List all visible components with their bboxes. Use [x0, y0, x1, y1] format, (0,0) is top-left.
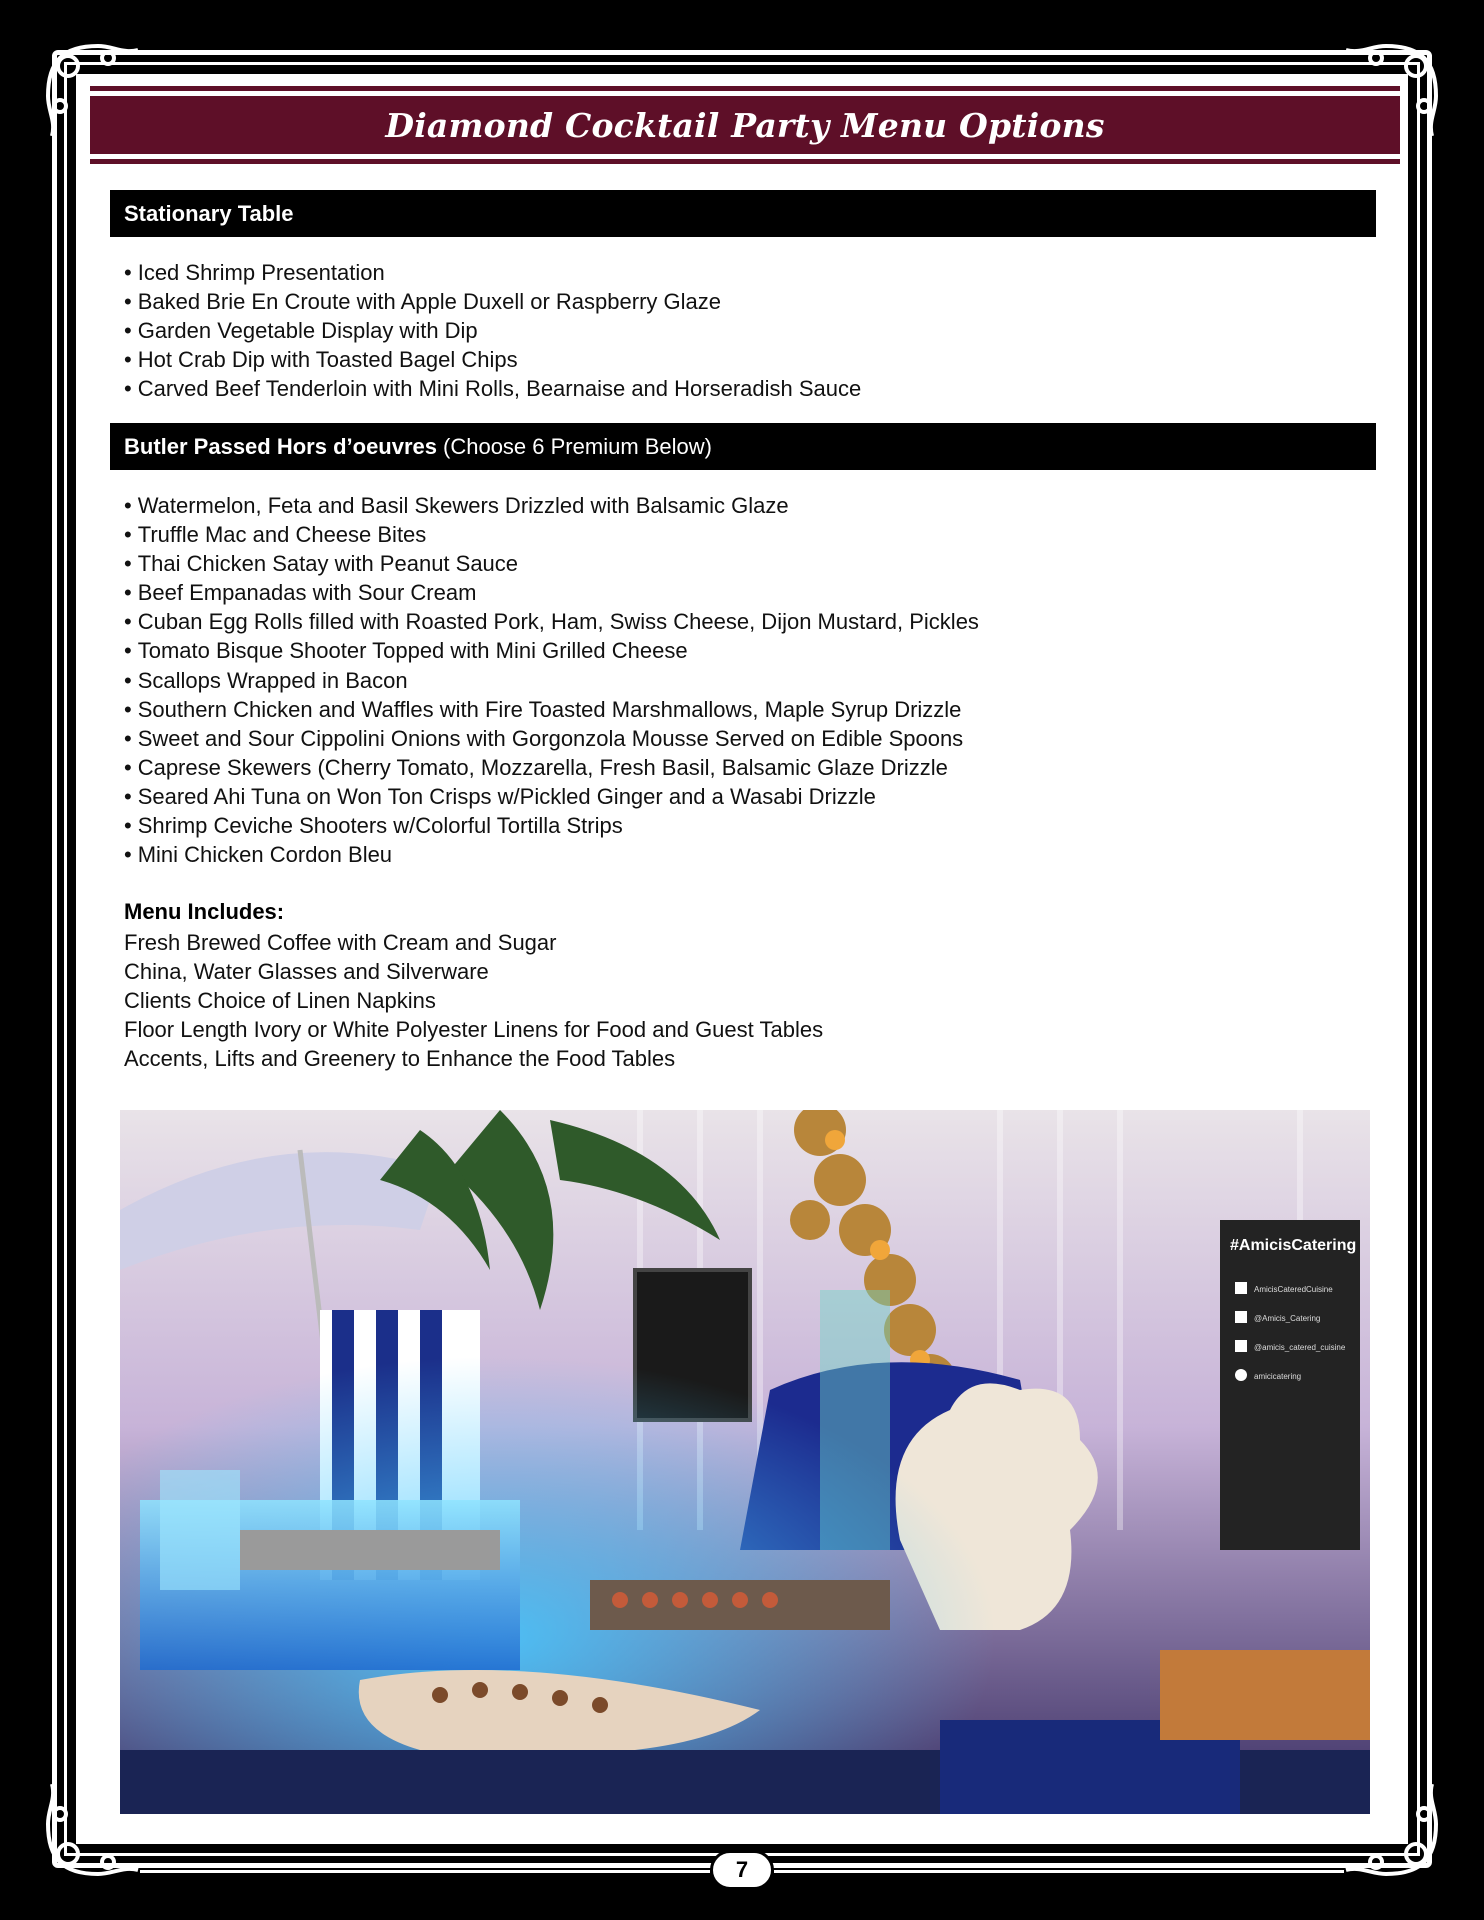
list-item: • Beef Empanadas with Sour Cream [124, 578, 979, 607]
section-title: Stationary Table [124, 200, 294, 226]
includes-heading: Menu Includes: [124, 899, 285, 924]
catering-display-photo [120, 1110, 1370, 1814]
section-header-stationary [110, 190, 1376, 237]
list-item: • Southern Chicken and Waffles with Fire Toasted Marshmallows, Maple Syrup Drizzle [124, 695, 979, 724]
banner-rule-bottom [90, 159, 1400, 164]
list-item: • Seared Ahi Tuna on Won Ton Crisps w/Pickled Ginger and a Wasabi Drizzle [124, 782, 979, 811]
list-item: • Garden Vegetable Display with Dip [124, 316, 861, 345]
list-item: • Thai Chicken Satay with Peanut Sauce [124, 549, 979, 578]
page-number: 7 [710, 1850, 774, 1890]
page-title: Diamond Cocktail Party Menu Options [385, 105, 1105, 145]
list-item: • Carved Beef Tenderloin with Mini Rolls, Bearnaise and Horseradish Sauce [124, 374, 861, 403]
section-title: Butler Passed Hors d’oeuvres [124, 433, 438, 459]
list-item: • Mini Chicken Cordon Bleu [124, 840, 979, 869]
list-item: • Tomato Bisque Shooter Topped with Mini Grilled Cheese [124, 636, 979, 665]
list-item: • Sweet and Sour Cippolini Onions with Gorgonzola Mousse Served on Edible Spoons [124, 724, 979, 753]
list-item: Floor Length Ivory or White Polyester Linens for Food and Guest Tables [124, 1017, 824, 1043]
list-item: Accents, Lifts and Greenery to Enhance the Food Tables [124, 1046, 676, 1072]
list-item: China, Water Glasses and Silverware [124, 959, 489, 985]
list-item: • Iced Shrimp Presentation [124, 258, 861, 287]
footer-rule-left [140, 1870, 710, 1873]
list-item: • Hot Crab Dip with Toasted Bagel Chips [124, 345, 861, 374]
stationary-list [124, 258, 861, 403]
list-item: • Caprese Skewers (Cherry Tomato, Mozzarella, Fresh Basil, Balsamic Glaze Drizzle [124, 753, 979, 782]
list-item: • Baked Brie En Croute with Apple Duxell or Raspberry Glaze [124, 287, 861, 316]
list-item: Clients Choice of Linen Napkins [124, 988, 436, 1014]
list-item: Fresh Brewed Coffee with Cream and Sugar [124, 930, 557, 955]
section-note: (Choose 6 Premium Below) [443, 433, 712, 459]
list-item: • Scallops Wrapped in Bacon [124, 666, 979, 695]
list-item: • Truffle Mac and Cheese Bites [124, 520, 979, 549]
list-item: • Watermelon, Feta and Basil Skewers Drizzled with Balsamic Glaze [124, 491, 979, 520]
butler-list [124, 491, 979, 869]
list-item: • Cuban Egg Rolls filled with Roasted Pork, Ham, Swiss Cheese, Dijon Mustard, Pickles [124, 607, 979, 636]
banner-rule-top [90, 86, 1400, 91]
section-header-butler [110, 423, 1376, 470]
title-banner [90, 96, 1400, 154]
includes-list [124, 928, 823, 1073]
footer-rule-right [774, 1870, 1344, 1873]
list-item: • Shrimp Ceviche Shooters w/Colorful Tortilla Strips [124, 811, 979, 840]
